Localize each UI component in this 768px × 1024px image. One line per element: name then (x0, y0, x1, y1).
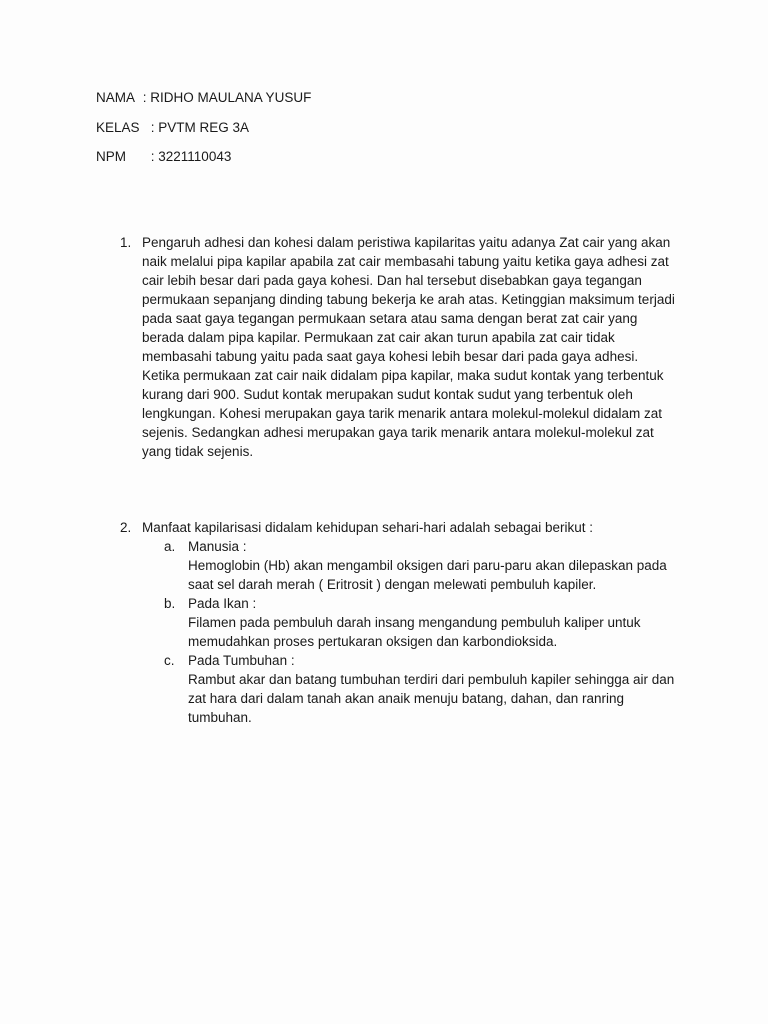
answer-item-c-text: Rambut akar dan batang tumbuhan terdiri dari pembuluh kapiler sehingga air dan zat hara dari dalam tanah akan anaik menuju batang, dahan, dan ranring tumbuhan. (188, 672, 675, 725)
question-2 (120, 518, 680, 727)
question-1 (120, 233, 680, 461)
question-2-body (142, 518, 680, 537)
question-1-number: 1. (120, 235, 132, 250)
answer-item-a (164, 537, 680, 594)
question-1-paragraph-1: Pengaruh adhesi dan kohesi dalam peristiwa kapilaritas yaitu adanya Zat cair yang akan naik melalui pipa kapilar apabila zat cair membasahi tabung yaitu ketika gaya adhesi zat cair lebih besar dari pada gaya kohesi. Dan hal tersebut disebabkan gaya tegangan permukaan sepanjang dinding tabung bekerja ke arah atas. Ketinggian maksimum terjadi pada saat gaya tegangan permukaan setara atau sama dengan berat zat cair yang berada dalam pipa kapilar. Permukaan zat cair akan turun apabila zat cair tidak membasahi tabung yaitu pada saat gaya kohesi lebih besar dari pada gaya adhesi. (142, 235, 675, 364)
header-npm-row (96, 148, 231, 166)
answer-item-c-title: Pada Tumbuhan : (188, 653, 295, 668)
question-1-body (142, 233, 680, 461)
answer-item-a-text: Hemoglobin (Hb) akan mengambil oksigen dari paru-paru akan dilepaskan pada saat sel darah merah ( Eritrosit ) dengan melewati pembuluh kapiler. (188, 558, 667, 592)
kelas-label: KELAS (96, 120, 140, 135)
npm-value: : 3221110043 (150, 149, 232, 164)
answer-item-b-title: Pada Ikan : (188, 596, 257, 611)
kelas-value: : PVTM REG 3A (150, 120, 250, 135)
question-1-paragraph-2: Ketika permukaan zat cair naik didalam pipa kapilar, maka sudut kontak yang terbentuk kurang dari 900. Sudut kontak merupakan sudut kontak sudut yang terbentuk oleh lengkungan. Kohesi merupakan gaya tarik menarik antara molekul-molekul didalam zat sejenis. Sedangkan adhesi merupakan gaya tarik menarik antara molekul-molekul zat yang tidak sejenis. (142, 368, 664, 459)
answer-item-b (164, 594, 680, 651)
nama-label: NAMA (96, 90, 136, 105)
npm-label: NPM (96, 149, 126, 164)
answer-item-a-title: Manusia : (188, 539, 247, 554)
answer-item-a-letter: a. (164, 539, 176, 554)
question-2-number: 2. (120, 520, 132, 535)
answer-item-b-letter: b. (164, 596, 176, 611)
answer-item-c-letter: c. (164, 653, 175, 668)
answer-item-b-text: Filamen pada pembuluh darah insang mengandung pembuluh kaliper untuk memudahkan proses pertukaran oksigen dan karbondioksida. (188, 615, 641, 649)
answer-item-c (164, 651, 680, 727)
header-nama-row (96, 89, 311, 107)
question-2-intro: Manfaat kapilarisasi didalam kehidupan sehari-hari adalah sebagai berikut : (142, 520, 594, 535)
nama-value: : RIDHO MAULANA YUSUF (142, 90, 312, 105)
header-kelas-row (96, 119, 249, 137)
